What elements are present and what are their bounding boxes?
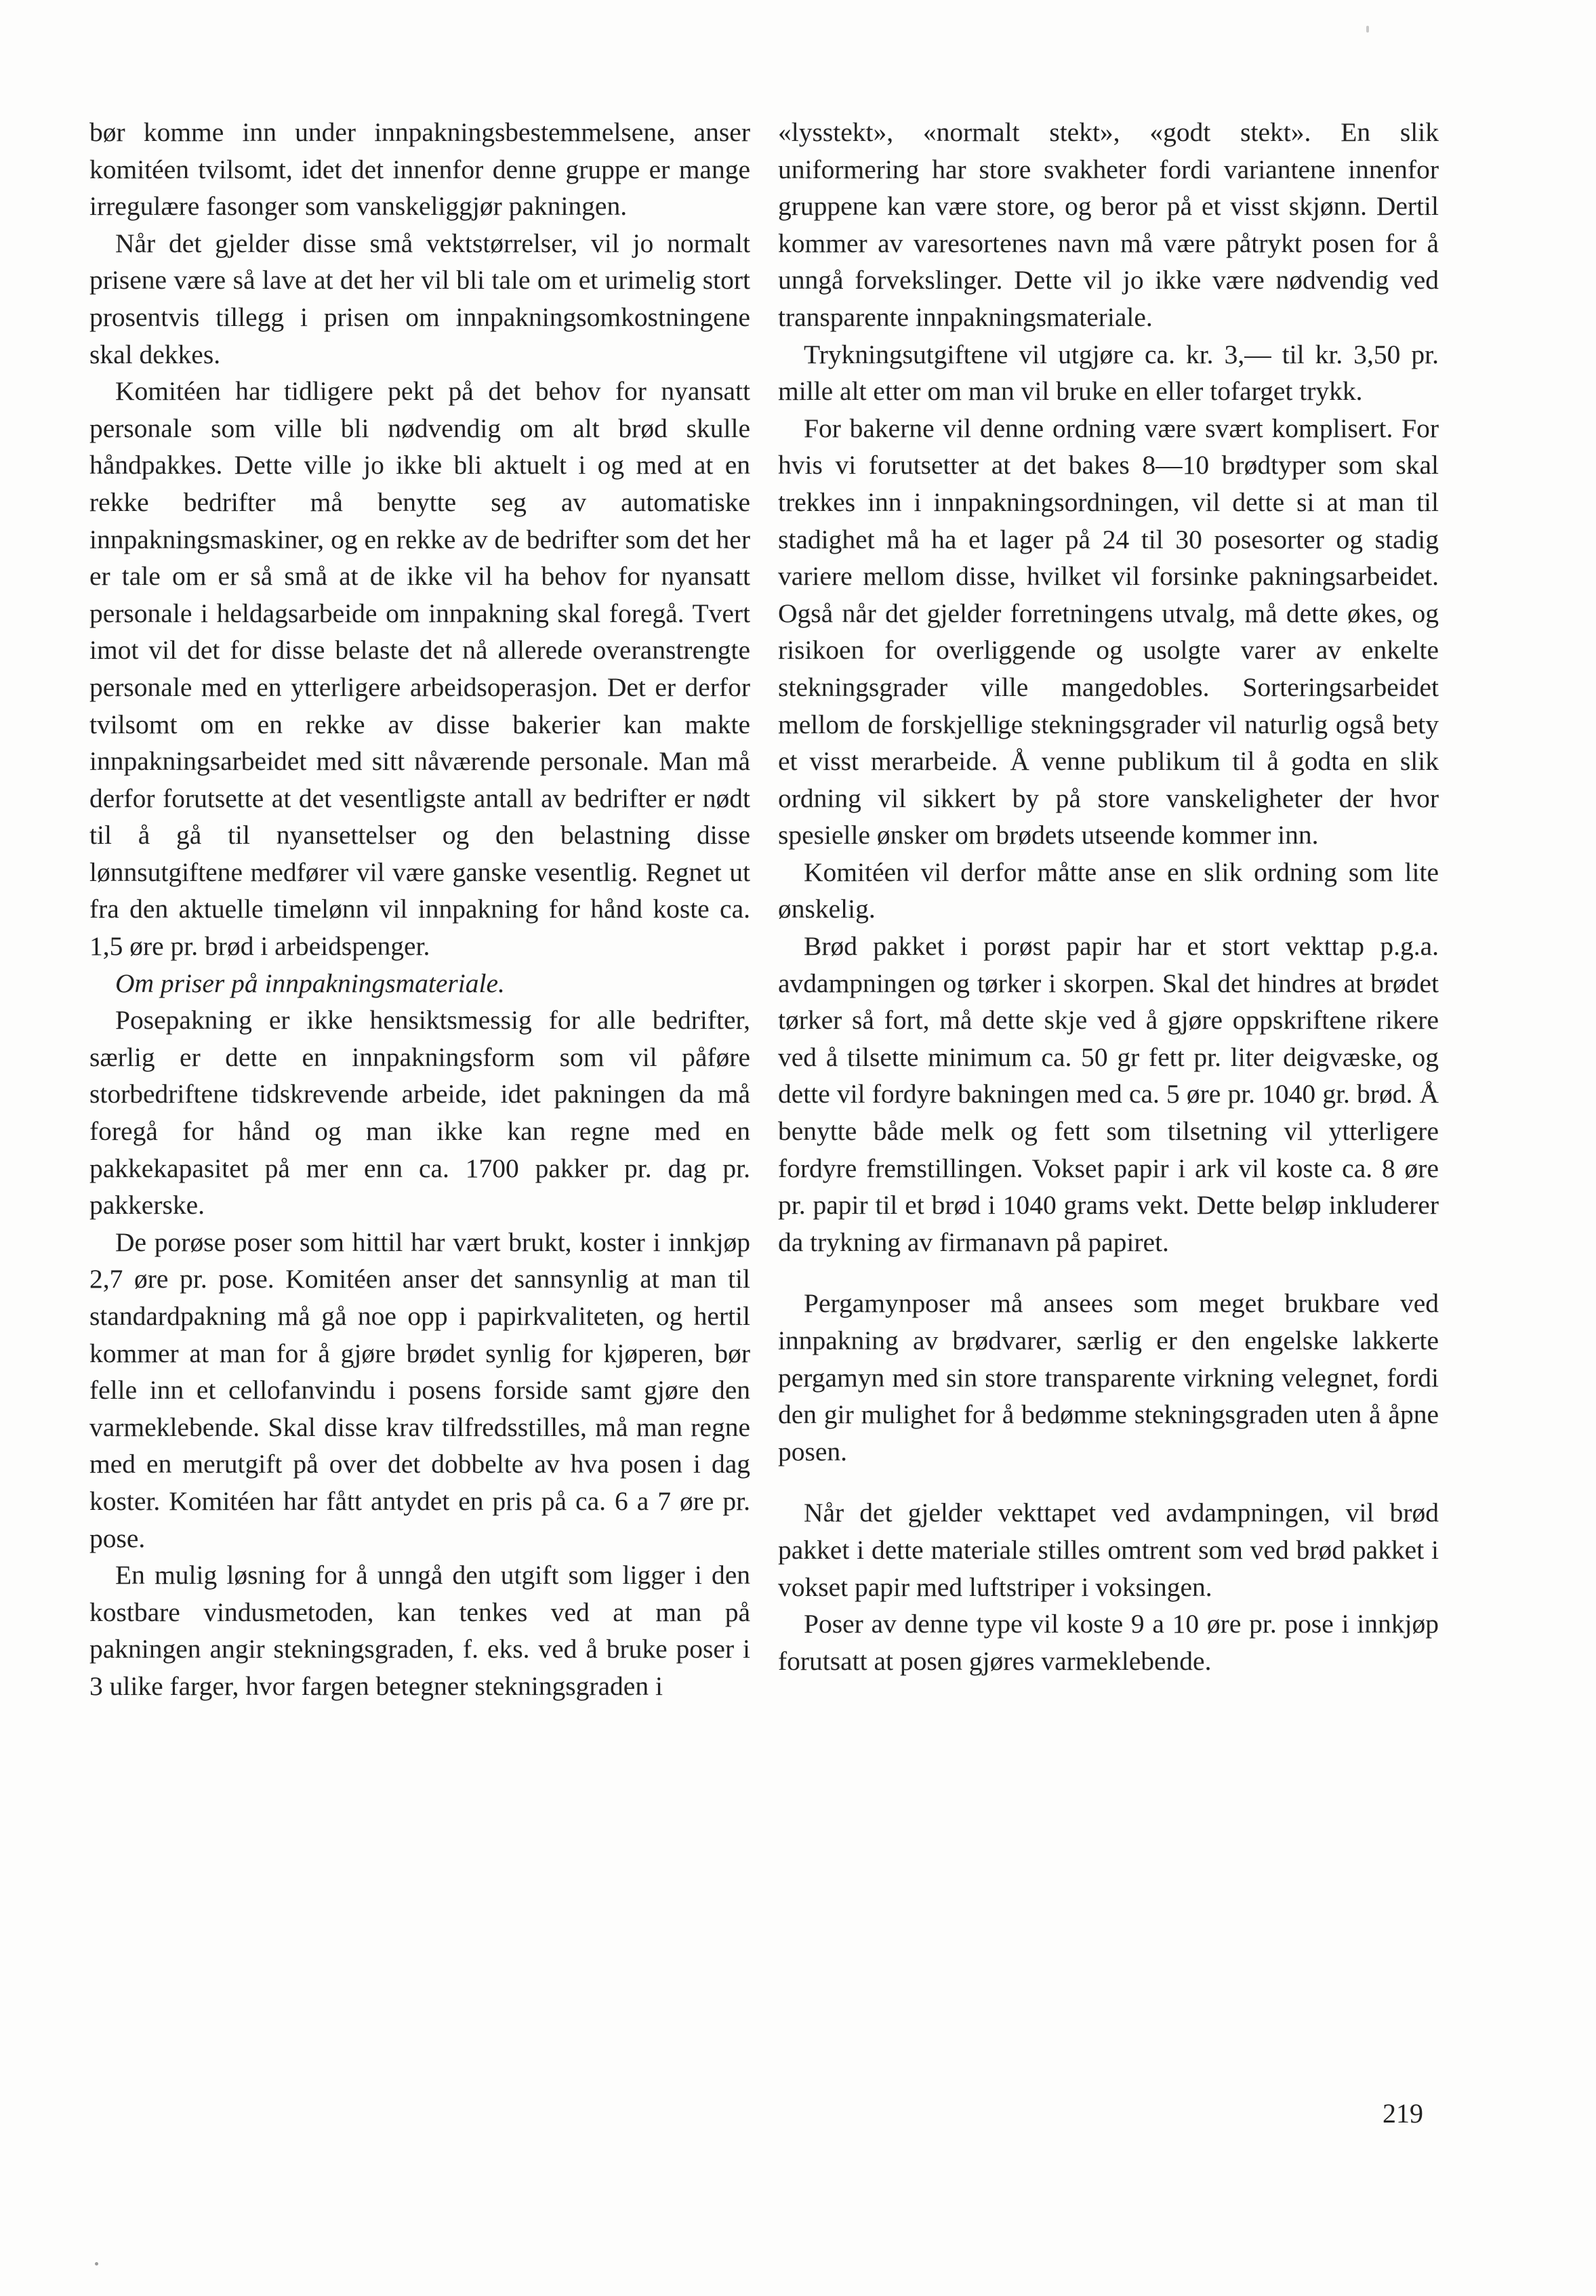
paragraph: Posepakning er ikke hensiktsmessig for alle bedrifter, særlig er dette en innpakningsform som vil påføre storbedriftene tidskrevende arbeide, idet pakningen da må foregå for hånd og man ikke kan regne med en pakkekapasitet på mer enn ca. 1700 pakker pr. dag pr. pakkerske. [89, 1005, 750, 1221]
paragraph: Komitéen vil derfor måtte anse en slik ordning som lite ønskelig. [778, 857, 1439, 924]
paragraph: Brød pakket i porøst papir har et stort vekttap p.g.a. avdampningen og tørker i skorpen. Skal det hindres at brødet tørker så fort, må dette skje ved å gjøre oppskriftene rikere ved å tilsette minimum ca. 50 gr fett pr. liter deigvæske, og dette vil fordyre bakningen med ca. 5 øre pr. 1040 gr. brød. Å benytte både melk og fett som tilsetning vil ytterligere fordyre fremstillingen. Vokset papir i ark vil koste ca. 8 øre pr. papir til et brød i 1040 grams vekt. Dette beløp inkluderer da trykning av firmanavn på papiret. [778, 931, 1439, 1257]
paragraph: En mulig løsning for å unngå den utgift som ligger i den kostbare vindusmetoden, kan tenkes ved at man på pakningen angir stekningsgraden, f. eks. ved å bruke poser i 3 ulike farger, hvor fargen betegner stekningsgraden i [89, 1560, 750, 1701]
paragraph: Poser av denne type vil koste 9 a 10 øre pr. pose i innkjøp forutsatt at posen gjøres varmeklebende. [778, 1609, 1439, 1676]
page-number: 219 [1383, 2098, 1423, 2129]
paragraph: Når det gjelder disse små vektstørrelser, vil jo normalt prisene være så lave at det her vil bli tale om et urimelig stort prosentvis tillegg i prisen om innpakningsomkostningene skal dekkes. [89, 228, 750, 369]
scan-speck [95, 2262, 98, 2266]
paragraph: Trykningsutgiftene vil utgjøre ca. kr. 3,— til kr. 3,50 pr. mille alt etter om man vil bruke en eller tofarget trykk. [778, 339, 1439, 407]
scan-speck [1366, 26, 1369, 33]
section-heading: Om priser på innpakningsmateriale. [115, 968, 505, 998]
left-column [89, 114, 750, 1705]
paragraph: «lysstekt», «normalt stekt», «godt stekt». En slik uniformering har store svakheter fordi variantene innenfor gruppene kan være store, og beror på et visst skjønn. Dertil kommer av varesortenes navn må være påtrykt posen for å unngå forvekslinger. Dette vil jo ikke være nødvendig ved transparente innpakningsmateriale. [778, 117, 1439, 332]
paragraph: Komitéen har tidligere pekt på det behov for nyansatt personale som ville bli nødvendig om alt brød skulle håndpakkes. Dette ville jo ikke bli aktuelt i og med at en rekke bedrifter må benytte seg av automatiske innpakningsmaskiner, og en rekke av de bedrifter som det her er tale om er så små at de ikke vil ha behov for nyansatt personale i heldagsarbeide om innpakning skal foregå. Tvert imot vil det for disse belaste det nå allerede overanstrengte personale med en ytterligere arbeidsoperasjon. Det er derfor tvilsomt om en rekke av disse bakerier kan makte innpakningsarbeidet med sitt nåværende personale. Man må derfor forutsette at det vesentligste antall av bedrifter er nødt til å gå til nyansettelser og den belastning disse lønnsutgiftene medfører vil være ganske vesentlig. Regnet ut fra den aktuelle timelønn vil innpakning for hånd koste ca. 1,5 øre pr. brød i arbeidspenger. [89, 376, 750, 962]
paragraph: De porøse poser som hittil har vært brukt, koster i innkjøp 2,7 øre pr. pose. Komitéen anser det sannsynlig at man til standardpakning må gå noe opp i papirkvaliteten, og hertil kommer at man for å gjøre brødet synlig for kjøperen, bør felle inn et cellofanvindu i posens forside samt gjøre den varmeklebende. Skal disse krav tilfredsstilles, må man regne med en merutgift på over det dobbelte av hva posen i dag koster. Komitéen har fått antydet en pris på ca. 6 a 7 øre pr. pose. [89, 1227, 750, 1553]
paragraph: bør komme inn under innpakningsbestemmelsene, anser komitéen tvilsomt, idet det innenfor denne gruppe er mange irregulære fasonger som vanskeliggjør pakningen. [89, 117, 750, 222]
paragraph: Pergamynposer må ansees som meget brukbare ved innpakning av brødvarer, særlig er den engelske lakkerte pergamyn med sin store transparente virkning velegnet, fordi den gir mulighet for å bedømme stekningsgraden uten å åpne posen. [778, 1288, 1439, 1467]
paragraph: Når det gjelder vekttapet ved avdampningen, vil brød pakket i dette materiale stilles omtrent som ved brød pakket i vokset papir med luftstriper i voksingen. [778, 1498, 1439, 1602]
right-column [778, 114, 1439, 1679]
paragraph: For bakerne vil denne ordning være svært komplisert. For hvis vi forutsetter at det bakes 8—10 brødtyper som skal trekkes inn i innpakningsordningen, vil dette si at man til stadighet må ha et lager på 24 til 30 posesorter og stadig variere mellom disse, hvilket vil forsinke pakningsarbeidet. Også når det gjelder forretningens utvalg, må dette økes, og risikoen for overliggende og usolgte varer av enkelte stekningsgrader ville mangedobles. Sorteringsarbeidet mellom de forskjellige stekningsgrader vil naturlig også bety et visst merarbeide. Å venne publikum til å godta en slik ordning vil sikkert by på store vanskeligheter der hvor spesielle ønsker om brødets utseende kommer inn. [778, 413, 1439, 850]
